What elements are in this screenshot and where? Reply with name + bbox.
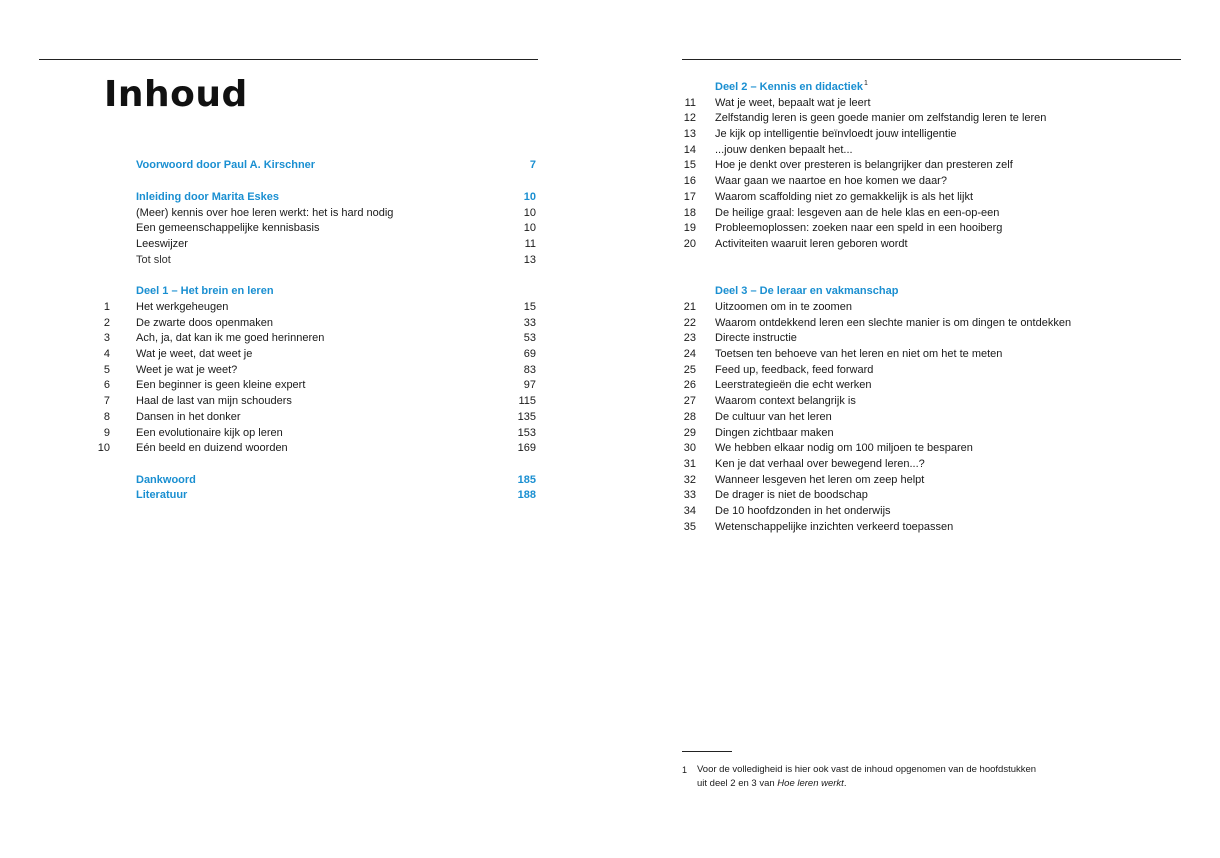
toc-entry <box>670 142 1170 158</box>
entry-title: Ach, ja, dat kan ik me goed herinneren <box>136 332 325 344</box>
toc-entry <box>670 110 1170 126</box>
toc-entry <box>670 519 1170 535</box>
toc-entry <box>84 315 536 331</box>
toc-entry <box>84 205 536 221</box>
entry-title: Uitzoomen om in te zoomen <box>715 301 852 313</box>
toc-entry <box>670 220 1170 236</box>
entry-title: De cultuur van het leren <box>715 411 832 423</box>
toc-entry <box>670 173 1170 189</box>
entry-title: Tot slot <box>136 254 171 266</box>
toc-heading <box>84 157 536 173</box>
entry-title: Wat je weet, dat weet je <box>136 348 253 360</box>
entry-title: Deel 2 – Kennis en didactiek <box>715 81 863 93</box>
page-title: Inhoud <box>104 74 248 115</box>
chapter-number: 11 <box>684 97 696 109</box>
page-number: 13 <box>523 254 536 266</box>
chapter-number: 17 <box>683 191 696 203</box>
entry-title: Weet je wat je weet? <box>136 364 238 376</box>
entry-title: Waarom context belangrijk is <box>715 395 856 407</box>
entry-title: Literatuur <box>136 489 188 501</box>
entry-title: Directe instructie <box>715 332 797 344</box>
entry-title: De 10 hoofdzonden in het onderwijs <box>715 505 891 517</box>
toc-entry <box>670 95 1170 111</box>
toc-entry <box>670 425 1170 441</box>
page-number: 10 <box>523 207 536 219</box>
footnote-book-title: Hoe leren werkt <box>777 778 844 789</box>
entry-title: Leeswijzer <box>136 238 188 250</box>
page-number: 169 <box>517 442 536 454</box>
entry-title: De heilige graal: lesgeven aan de hele klas en een-op-een <box>715 207 1000 219</box>
page-number: 10 <box>523 222 536 234</box>
page-number: 185 <box>517 474 536 486</box>
page-number: 83 <box>523 364 536 376</box>
toc-heading <box>84 487 536 503</box>
chapter-number: 30 <box>683 442 696 454</box>
toc-entry <box>84 440 536 456</box>
chapter-number: 29 <box>683 427 696 439</box>
toc-entry <box>84 252 536 268</box>
footnote-line-1: Voor de volledigheid is hier ook vast de inhoud opgenomen van de hoofdstukken <box>697 764 1037 775</box>
footnote-rule <box>682 751 732 752</box>
footnote-line-2-prefix: uit deel 2 en 3 van <box>697 778 778 789</box>
toc-entry <box>670 456 1170 472</box>
toc-entry <box>84 299 536 315</box>
chapter-number: 20 <box>683 238 696 250</box>
chapter-number: 5 <box>103 364 110 376</box>
chapter-number: 26 <box>683 379 696 391</box>
page-number: 33 <box>523 317 536 329</box>
entry-title: Wetenschappelijke inzichten verkeerd toepassen <box>715 521 954 533</box>
entry-title: Toetsen ten behoeve van het leren en niet om het te meten <box>715 348 1003 360</box>
chapter-number: 18 <box>683 207 696 219</box>
entry-title: Het werkgeheugen <box>136 301 229 313</box>
entry-title: Wat je weet, bepaalt wat je leert <box>715 97 871 109</box>
entry-title: Dingen zichtbaar maken <box>715 427 834 439</box>
toc-entry <box>670 126 1170 142</box>
chapter-number: 33 <box>683 489 696 501</box>
page-number: 53 <box>523 332 536 344</box>
chapter-number: 7 <box>103 395 110 407</box>
page-number: 69 <box>523 348 536 360</box>
toc-entry <box>84 362 536 378</box>
chapter-number: 13 <box>683 128 696 140</box>
entry-title: De drager is niet de boodschap <box>715 489 868 501</box>
toc-entry <box>670 472 1170 488</box>
chapter-number: 24 <box>683 348 696 360</box>
chapter-number: 10 <box>97 442 110 454</box>
toc-entry <box>84 409 536 425</box>
toc-entry <box>670 236 1170 252</box>
header-rule-left <box>39 59 538 60</box>
chapter-number: 19 <box>683 222 696 234</box>
toc-heading <box>84 472 536 488</box>
entry-title: Activiteiten waaruit leren geboren wordt <box>715 238 908 250</box>
chapter-number: 28 <box>683 411 696 423</box>
toc-entry <box>84 220 536 236</box>
entry-title: Zelfstandig leren is geen goede manier om zelfstandig leren te leren <box>715 112 1047 124</box>
entry-title: Deel 1 – Het brein en leren <box>136 285 274 297</box>
entry-title: Leerstrategieën die echt werken <box>715 379 872 391</box>
toc-entry <box>84 425 536 441</box>
chapter-number: 31 <box>683 458 696 470</box>
chapter-number: 23 <box>683 332 696 344</box>
toc-heading: Deel 2 – Kennis en didactiek 1 <box>715 80 868 93</box>
page-number: 188 <box>517 489 536 501</box>
entry-title: Een gemeenschappelijke kennisbasis <box>136 222 320 234</box>
page-number: 15 <box>523 301 536 313</box>
chapter-number: 21 <box>683 301 696 313</box>
entry-title: Feed up, feedback, feed forward <box>715 364 874 376</box>
entry-title: ...jouw denken bepaalt het... <box>715 144 853 156</box>
entry-title: Je kijk op intelligentie beïnvloedt jouw intelligentie <box>715 128 957 140</box>
toc-entry <box>670 189 1170 205</box>
toc-entry <box>670 330 1170 346</box>
entry-title: Inleiding door Marita Eskes <box>136 191 280 203</box>
chapter-number: 15 <box>683 159 696 171</box>
entry-title: Waarom scaffolding niet zo gemakkelijk is als het lijkt <box>715 191 973 203</box>
toc-entry <box>670 409 1170 425</box>
entry-title: We hebben elkaar nodig om 100 miljoen te besparen <box>715 442 973 454</box>
entry-title: Een evolutionaire kijk op leren <box>136 427 283 439</box>
toc-heading <box>84 283 536 299</box>
entry-title: (Meer) kennis over hoe leren werkt: het is hard nodig <box>136 207 394 219</box>
footnote-text <box>697 763 1117 791</box>
chapter-number: 3 <box>103 332 110 344</box>
chapter-number: 35 <box>683 521 696 533</box>
page-number: 135 <box>517 411 536 423</box>
page-number: 7 <box>529 159 536 171</box>
chapter-number: 25 <box>683 364 696 376</box>
entry-title: Eén beeld en duizend woorden <box>136 442 288 454</box>
toc-entry <box>84 346 536 362</box>
chapter-number: 8 <box>103 411 110 423</box>
page-number: 10 <box>523 191 536 203</box>
toc-entry <box>84 393 536 409</box>
footnote-mark: 1 <box>682 765 688 775</box>
entry-title: Dankwoord <box>136 474 196 486</box>
toc-entry <box>670 393 1170 409</box>
toc-entry <box>670 377 1170 393</box>
page-number: 115 <box>518 395 536 407</box>
entry-title: Een beginner is geen kleine expert <box>136 379 306 391</box>
chapter-number: 34 <box>683 505 696 517</box>
toc-heading <box>670 283 1170 299</box>
page-number: 97 <box>523 379 536 391</box>
toc-entry <box>670 346 1170 362</box>
footnote-line-2-suffix: . <box>843 778 847 789</box>
chapter-number: 16 <box>683 175 696 187</box>
page-number: 11 <box>524 238 536 250</box>
toc-entry <box>84 377 536 393</box>
toc-entry <box>670 503 1170 519</box>
toc-entry <box>670 487 1170 503</box>
entry-title: Waarom ontdekkend leren een slechte manier is om dingen te ontdekken <box>715 317 1072 329</box>
chapter-number: 2 <box>103 317 110 329</box>
toc-entry <box>670 205 1170 221</box>
chapter-number: 22 <box>683 317 696 329</box>
chapter-number: 4 <box>103 348 110 360</box>
toc-entry <box>670 299 1170 315</box>
toc-entry <box>670 440 1170 456</box>
entry-title: Hoe je denkt over presteren is belangrijker dan presteren zelf <box>715 159 1013 171</box>
footnote-line-2 <box>697 777 1117 791</box>
entry-title: Ken je dat verhaal over bewegend leren...? <box>715 458 925 470</box>
toc-entry <box>84 330 536 346</box>
toc-entry <box>670 315 1170 331</box>
header-rule-right <box>682 59 1181 60</box>
chapter-number: 12 <box>683 112 696 124</box>
entry-title: Deel 3 – De leraar en vakmanschap <box>715 285 899 297</box>
page-number: 153 <box>517 427 536 439</box>
toc-entry <box>670 362 1170 378</box>
chapter-number: 9 <box>103 427 110 439</box>
chapter-number: 32 <box>683 474 696 486</box>
entry-title: Voorwoord door Paul A. Kirschner <box>136 159 316 171</box>
toc-entry <box>84 236 536 252</box>
entry-title: Haal de last van mijn schouders <box>136 395 292 407</box>
toc-heading <box>84 189 536 205</box>
chapter-number: 14 <box>683 144 696 156</box>
entry-title: Probleemoplossen: zoeken naar een speld in een hooiberg <box>715 222 1003 234</box>
toc-entry <box>670 157 1170 173</box>
chapter-number: 1 <box>103 301 110 313</box>
entry-title: De zwarte doos openmaken <box>136 317 273 329</box>
entry-title: Waar gaan we naartoe en hoe komen we daar? <box>715 175 947 187</box>
chapter-number: 27 <box>683 395 696 407</box>
entry-title: Dansen in het donker <box>136 411 241 423</box>
entry-title: Wanneer lesgeven het leren om zeep helpt <box>715 474 925 486</box>
chapter-number: 6 <box>103 379 110 391</box>
